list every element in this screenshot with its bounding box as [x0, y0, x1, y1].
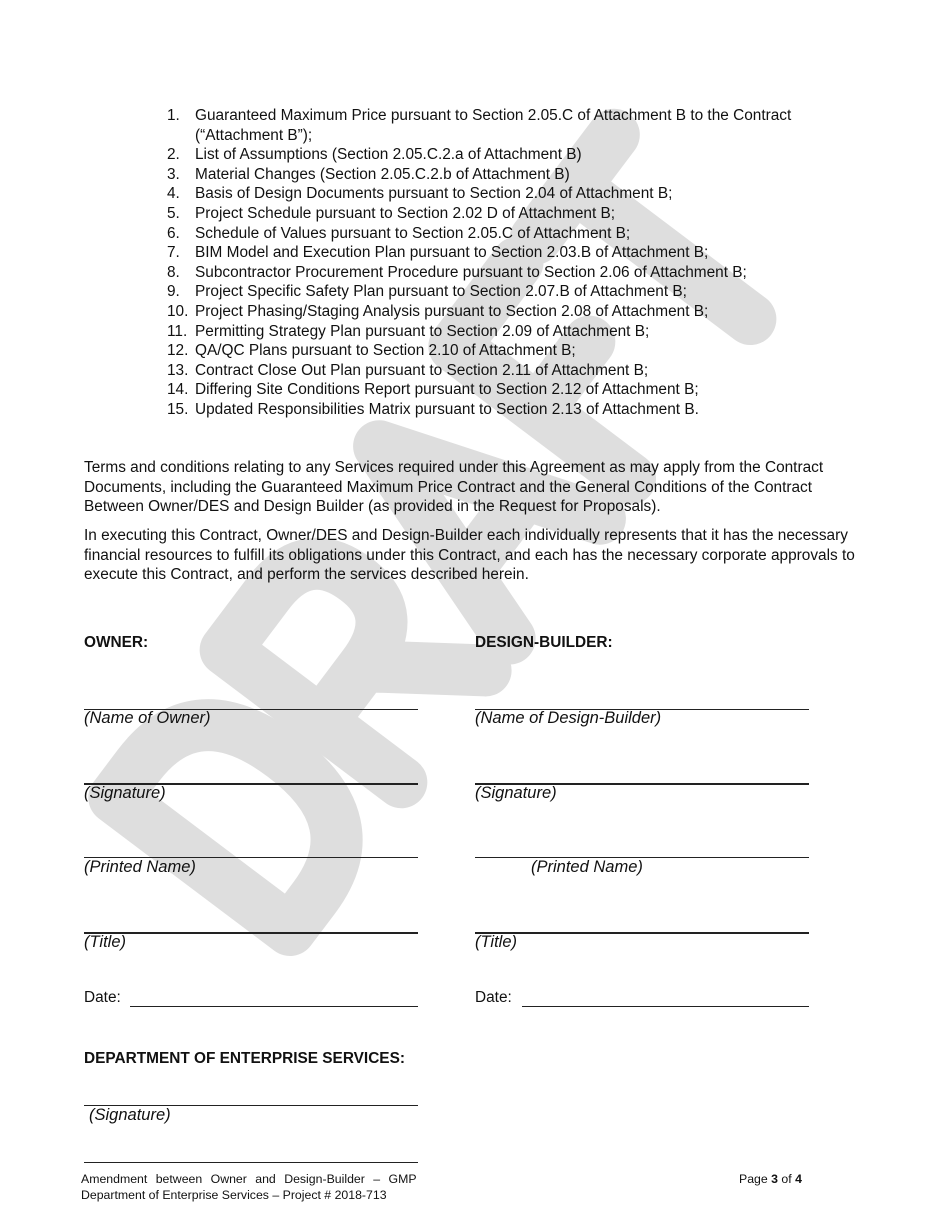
list-item: 15. Updated Responsibilities Matrix pursuant to Section 2.13 of Attachment B.	[167, 400, 699, 418]
owner-title-label: (Title)	[84, 933, 127, 951]
owner-name-label: (Name of Owner)	[84, 709, 211, 727]
design-builder-name-label: (Name of Design-Builder)	[475, 709, 662, 727]
owner-printed-name-label: (Printed Name)	[84, 858, 196, 876]
owner-heading: OWNER:	[84, 634, 149, 651]
design-builder-title-line[interactable]	[475, 932, 809, 934]
list-item: 9. Project Specific Safety Plan pursuant to Section 2.07.B of Attachment B;	[167, 283, 687, 301]
list-item: 1. Guaranteed Maximum Price pursuant to Section 2.05.C of Attachment B to the Contract (“Attachment B”);	[167, 107, 792, 144]
list-item: 3. Material Changes (Section 2.05.C.2.b of Attachment B)	[167, 165, 570, 183]
list-item: 2. List of Assumptions (Section 2.05.C.2.a of Attachment B)	[167, 146, 582, 164]
page-of: of	[781, 1172, 792, 1186]
executing-paragraph: In executing this Contract, Owner/DES and Design-Builder each individually represents that it has the necessary financial resources to fulfill its obligations under this Contract, and each has the necessary corporate approvals to execute this Contract, and perform the services described herein.	[84, 527, 855, 584]
list-item: 7. BIM Model and Execution Plan pursuant to Section 2.03.B of Attachment B;	[167, 244, 709, 262]
list-item: 14. Differing Site Conditions Report pursuant to Section 2.12 of Attachment B;	[167, 381, 699, 399]
page-total: 4	[795, 1172, 802, 1186]
department-heading: DEPARTMENT OF ENTERPRISE SERVICES:	[84, 1050, 405, 1067]
list-item: 10. Project Phasing/Staging Analysis pursuant to Section 2.08 of Attachment B;	[167, 302, 709, 320]
list-item: 11. Permitting Strategy Plan pursuant to Section 2.09 of Attachment B;	[167, 322, 650, 340]
page-number	[739, 1171, 802, 1187]
footer-line-2: Department of Enterprise Services – Project # 2018-713	[81, 1188, 387, 1202]
owner-signature-label: (Signature)	[84, 784, 166, 802]
list-item: 5. Project Schedule pursuant to Section 2.02 D of Attachment B;	[167, 204, 616, 222]
page-current: 3	[771, 1172, 778, 1186]
footer-line-1: Amendment between Owner and Design-Builder – GMP	[81, 1172, 417, 1186]
list-item: 4. Basis of Design Documents pursuant to Section 2.04 of Attachment B;	[167, 185, 673, 203]
owner-title-line[interactable]	[84, 932, 418, 934]
department-extra-line[interactable]	[84, 1162, 418, 1163]
design-builder-printed-name-label: (Printed Name)	[531, 858, 643, 876]
department-signature-label: (Signature)	[89, 1106, 171, 1124]
design-builder-title-label: (Title)	[475, 933, 518, 951]
terms-paragraph: Terms and conditions relating to any Services required under this Agreement as may apply from the Contract Documents, including the Guaranteed Maximum Price Contract and the General Conditions of the Contract Between Owner/DES and Design Builder (as provided in the Request for Proposals).	[84, 459, 824, 516]
list-item: 6. Schedule of Values pursuant to Section 2.05.C of Attachment B;	[167, 224, 631, 242]
owner-date-label: Date:	[84, 989, 121, 1006]
design-builder-date-line[interactable]	[522, 1006, 809, 1007]
attachment-list	[167, 106, 867, 420]
list-item: 13. Contract Close Out Plan pursuant to Section 2.11 of Attachment B;	[167, 361, 649, 379]
footer-left	[81, 1171, 417, 1203]
owner-date-line[interactable]	[130, 1006, 418, 1007]
design-builder-heading: DESIGN-BUILDER:	[475, 634, 613, 651]
page-prefix: Page	[739, 1172, 768, 1186]
list-item: 12. QA/QC Plans pursuant to Section 2.10 of Attachment B;	[167, 342, 576, 360]
list-item: 8. Subcontractor Procurement Procedure pursuant to Section 2.06 of Attachment B;	[167, 263, 747, 281]
design-builder-signature-label: (Signature)	[475, 784, 557, 802]
design-builder-date-label: Date:	[475, 989, 512, 1006]
